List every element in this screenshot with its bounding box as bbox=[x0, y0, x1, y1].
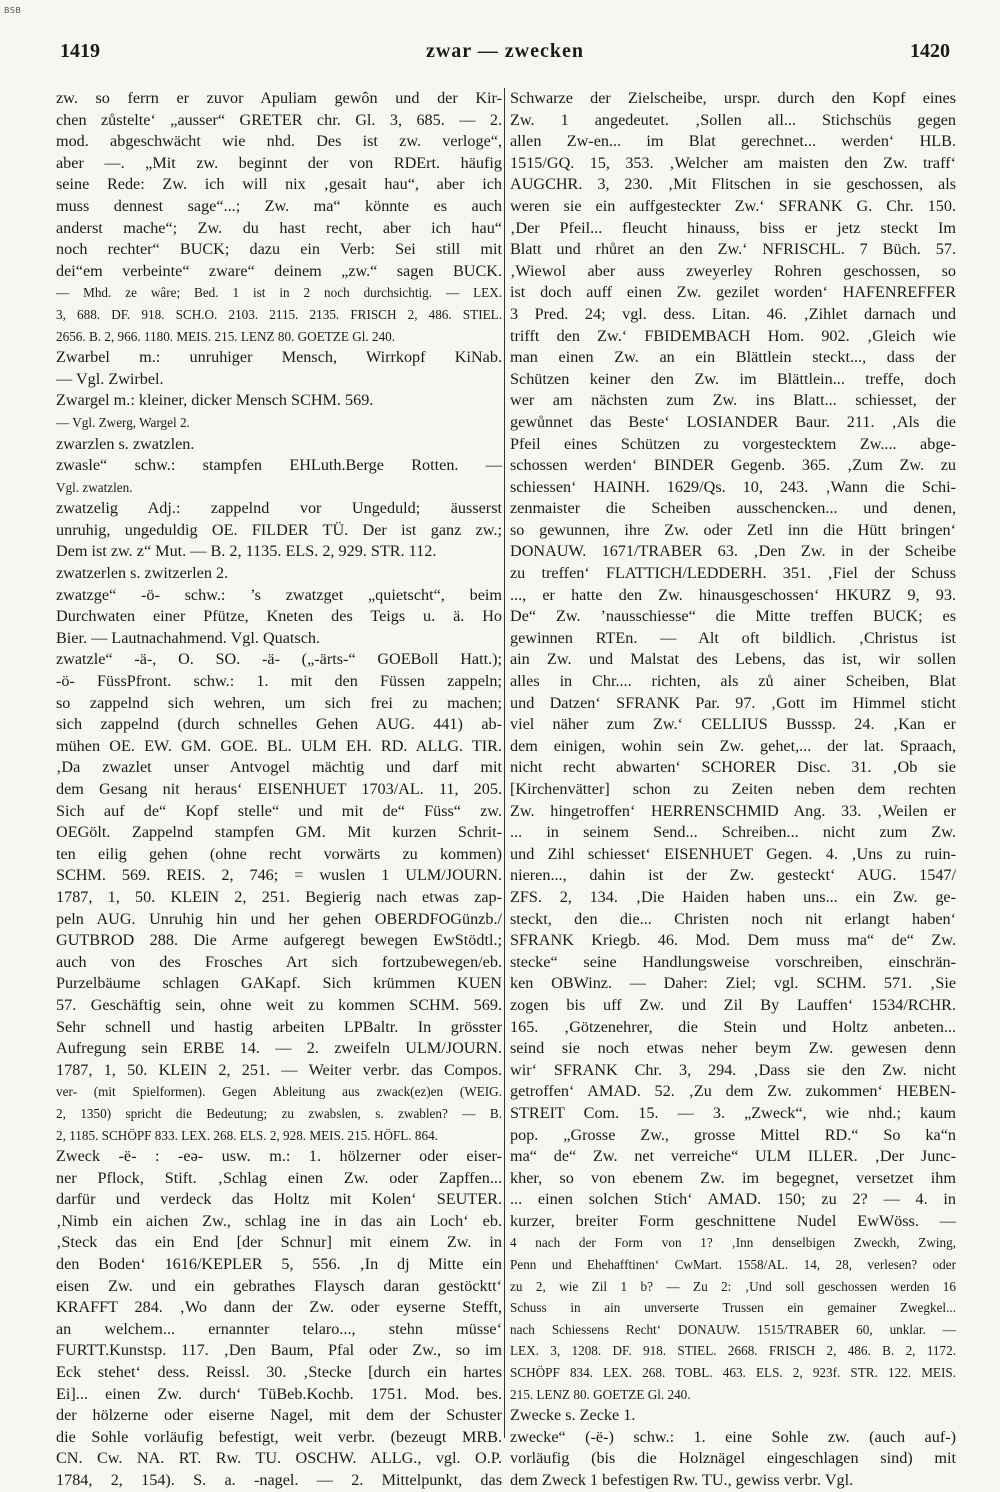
text-line: zwatzerlen s. zwitzerlen 2. bbox=[56, 564, 229, 583]
text-line: ZFS. 2, 134. ‚Die Haiden haben uns... ein Zw. ge- bbox=[510, 887, 956, 906]
left-column bbox=[56, 88, 502, 1489]
text-line: ten eilig gehen (ohne recht vorwärts zu kommen) bbox=[56, 844, 502, 863]
text-line: 2, 1185. SCHÖPF 833. LEX. 268. ELS. 2, 928. MEIS. 215. HÖFL. 864. bbox=[56, 1127, 438, 1143]
text-line: ken OBWinz. — Daher: Ziel; vgl. SCHM. 571. ‚Sie bbox=[510, 974, 956, 993]
text-line: dem einigen, wohin sein Zw. gehet,... der lat. Spraach, bbox=[510, 736, 956, 755]
text-line: der hölzerne oder eiserne Nagel, mit dem der Schuster bbox=[56, 1406, 502, 1425]
text-line: gewinnen RTEn. — Alt oft bildlich. ‚Christus ist bbox=[510, 628, 956, 647]
text-line: Zwecke s. Zecke 1. bbox=[510, 1406, 636, 1425]
text-line: zwasle“ schw.: stampfen EHLuth.Berge Rotten. — bbox=[56, 456, 502, 475]
text-line: schiessen‘ HAINH. 1629/Qs. 10, 243. ‚Wann die Schi- bbox=[510, 477, 956, 496]
text-line: Dem ist zw. z“ Mut. — B. 2, 1135. ELS. 2, 929. STR. 112. bbox=[56, 542, 437, 561]
text-line: aber —. „Mit zw. beginnt der von RDErt. häufig bbox=[56, 153, 502, 172]
text-line: seind sie noch etwas neher beym Zw. gewesen denn bbox=[510, 1039, 956, 1058]
text-line: seine Rede: Zw. ich will nix ‚gesait hau“, aber ich bbox=[56, 175, 502, 194]
text-line: 165. ‚Götzenehrer, die Stein und Holtz anbeten... bbox=[510, 1017, 956, 1036]
text-line: kher, so von ebenem Zw. im begegnet, versetzet ihm bbox=[510, 1168, 956, 1187]
text-line: ner Pflock, Stift. ‚Schlag einen Zw. oder Zapffen... bbox=[56, 1168, 502, 1187]
text-line: nicht recht abwarten‘ SCHORER Disc. 31. ‚Ob sie bbox=[510, 758, 956, 777]
text-line: muss dennest sage“...; Zw. ma“ könnte es auch bbox=[56, 196, 502, 215]
text-line: Sich auf de“ Kopf stelle“ und mit de“ Füss“ zw. bbox=[56, 801, 502, 820]
text-line: stecke“ seine Handlungsweise vorschreiben, einschrän- bbox=[510, 952, 956, 971]
text-line: wer am nächsten zum Zw. ins Blatt... schiesset, der bbox=[510, 391, 956, 410]
text-line: 215. LENZ 80. GOETZE Gl. 240. bbox=[510, 1386, 691, 1402]
text-line: zwecke“ (-ë-) schw.: 1. eine Sohle zw. (auch auf-) bbox=[510, 1427, 956, 1446]
text-line: trifft den Zw.‘ FBIDEMBACH Hom. 902. ‚Gleich wie bbox=[510, 326, 956, 345]
text-line: viel näher zum Zw.‘ CELLIUS Busssp. 24. ‚Kan er bbox=[510, 715, 956, 734]
text-line: zu treffen‘ FLATTICH/LEDDERH. 351. ‚Fiel der Schuss bbox=[510, 564, 956, 583]
text-line: zw. so ferrn er zuvor Apuliam gewôn und der Kir- bbox=[56, 89, 502, 107]
text-line: Bier. — Lautnachahmend. Vgl. Quatsch. bbox=[56, 628, 321, 647]
text-line: man einen Zw. an ein Blättlein steckt..., dass der bbox=[510, 348, 956, 367]
text-line: zogen bis uff Zw. und Zil By Lauffen‘ 1534/RCHR. bbox=[510, 995, 956, 1014]
text-line: Zwargel m.: kleiner, dicker Mensch SCHM. 569. bbox=[56, 391, 374, 410]
text-line: Pfeil eines Schützen zu vorgestecktem Zw.... abge- bbox=[510, 434, 956, 453]
page-number-left: 1419 bbox=[60, 40, 100, 62]
text-line: -ö- FüssPfront. schw.: 1. mit den Füssen zappeln; bbox=[56, 672, 502, 691]
running-headword: zwar — zwecken bbox=[425, 40, 585, 62]
text-line: FURTT.Kunstsp. 117. ‚Den Baum, Pfal oder Zw., so im bbox=[56, 1341, 502, 1360]
text-line: 3, 688. DF. 918. SCH.O. 2103. 2115. 2135. FRISCH 2, 486. STIEL. bbox=[56, 306, 502, 322]
text-line: LEX. 3, 1208. DF. 918. STIEL. 2668. FRISCH 2, 486. B. 2, 1172. bbox=[510, 1343, 956, 1359]
text-line: weren sie ein auffgesteckter Zw.‘ SFRANK G. Chr. 150. bbox=[510, 196, 956, 215]
text-line: ... einen solchen Stich‘ AMAD. 150; zu 2? — 4. in bbox=[510, 1190, 956, 1209]
text-line: gewůnnet das Beste‘ LOSIANDER Baur. 211. ‚Als die bbox=[510, 412, 956, 431]
text-line: ‚Der Pfeil... fleucht hinauss, biss er jetz steckt Im bbox=[510, 218, 956, 237]
text-line: — Vgl. Zwerg, Wargel 2. bbox=[56, 414, 190, 430]
text-line: [Kirchenvätter] schon zu Zeiten neben dem rechten bbox=[510, 780, 956, 798]
text-line: 1515/GQ. 15, 353. ‚Welcher am maisten den Zw. traff‘ bbox=[510, 153, 956, 172]
text-line: 4 nach der Form von 1? ‚Inn denselbigen Zweckh, Zwing, bbox=[510, 1235, 956, 1251]
text-line: Zw. 1 angedeutet. ‚Sollen all... Stichschüs gegen bbox=[510, 110, 956, 129]
text-line: Sehr schnell und hastig arbeiten LPBaltr. In grösster bbox=[56, 1017, 502, 1036]
text-line: die Sohle vorläufig befestigt, weit verbr. (bezeugt MRB. bbox=[56, 1427, 502, 1446]
text-line: 2656. B. 2, 966. 1180. MEIS. 215. LENZ 80. GOETZE Gl. 240. bbox=[56, 328, 396, 344]
text-line: 57. Geschäftig sein, ohne weit zu kommen SCHM. 569. bbox=[56, 995, 502, 1014]
text-line: zwatzge“ -ö- schw.: ’s zwatzget „quietscht“, beim bbox=[56, 585, 502, 604]
text-line: 3 Pred. 24; vgl. dess. Litan. 46. ‚Zihlet darnach und bbox=[510, 304, 956, 323]
text-line: SCHÖPF 834. LEX. 268. TOBL. 463. ELS. 2, 923f. STR. 122. MEIS. bbox=[510, 1365, 956, 1381]
text-line: Durchwaten einer Pfütze, Kneten des Teigs u. ä. Ho bbox=[56, 607, 502, 626]
text-line: SCHM. 569. REIS. 2, 746; = wuslen 1 ULM/JOURN. bbox=[56, 866, 502, 885]
text-line: STREIT Com. 15. — 3. „Zweck“, wie nhd.; kaum bbox=[510, 1103, 956, 1122]
text-line: Zwarbel m.: unruhiger Mensch, Wirrkopf KiNab. bbox=[56, 348, 502, 367]
text-line: 1787, 1, 50. KLEIN 2, 251. Begierig nach etwas zap- bbox=[56, 887, 502, 906]
text-line: nach Schiessens Recht‘ DONAUW. 1515/TRABER 60, unklar. — bbox=[510, 1321, 956, 1337]
page-header bbox=[60, 40, 950, 70]
text-line: Vgl. zwatzlen. bbox=[56, 479, 133, 495]
text-line: Schwarze der Zielscheibe, urspr. durch den Kopf eines bbox=[510, 89, 956, 107]
text-line: dem Zweck 1 befestigen Rw. TU., gewiss verbr. Vgl. bbox=[510, 1471, 854, 1489]
text-line: wir‘ SFRANK Chr. 3, 294. ‚Dass sie den Zw. nicht bbox=[510, 1060, 956, 1079]
column-divider bbox=[504, 88, 505, 1438]
text-line: steckt, den die... Christen noch nit erlangt haben‘ bbox=[510, 909, 956, 928]
text-line: und Zihl schiesset‘ EISENHUET Gegen. 4. ‚Uns zu ruin- bbox=[510, 844, 956, 863]
text-line: ‚Da zwazlet unser Antvogel mächtig und darf mit bbox=[56, 758, 502, 777]
text-line: Eck stehet‘ dess. Reissl. 30. ‚Stecke [durch ein hartes bbox=[56, 1363, 502, 1382]
text-line: — Vgl. Zwirbel. bbox=[56, 369, 164, 388]
text-line: OEGölt. Zappelnd stampfen GM. Mit kurzen Schrit- bbox=[56, 823, 502, 842]
text-line: unruhig, ungeduldig OE. FILDER TÜ. Der ist ganz zw.; bbox=[56, 520, 502, 539]
text-line: Blatt und rhůret an den Zw.‘ NFRISCHL. 7 Büch. 57. bbox=[510, 240, 956, 259]
page-number-right: 1420 bbox=[910, 40, 950, 62]
text-line: CN. Cw. NA. RT. Rw. TU. OSCHW. ALLG., vgl. O.P. bbox=[56, 1449, 502, 1468]
text-line: ain Zw. und Malstat des Lebens, das ist, wir sollen bbox=[510, 650, 956, 669]
text-line: und Datzen‘ SFRANK Par. 97. ‚Gott im Himmel sticht bbox=[510, 693, 956, 712]
text-line: schossen werden‘ BINDER Gegenb. 365. ‚Zum Zw. zu bbox=[510, 456, 956, 475]
text-line: vorläufig (bis die Holznägel eingeschlagen sind) mit bbox=[510, 1449, 956, 1468]
text-line: ma“ de“ Zw. net verreiche“ ULM ILLER. ‚Der Junc- bbox=[510, 1147, 956, 1166]
text-line: so zappelnd sich wehren, um sich frei zu machen; bbox=[56, 693, 502, 712]
text-line: noch rechter“ BUCK; dazu ein Verb: Sei still mit bbox=[56, 240, 502, 259]
text-line: ‚Steck das ein End [der Schnur] mit einem Zw. in bbox=[56, 1233, 502, 1252]
text-line: so gewunnen, ihre Zw. oder Zetl inn die Hütt bringen‘ bbox=[510, 520, 956, 539]
text-line: ... in seinem Send... Schreiben... nicht zum Zw. bbox=[510, 823, 956, 842]
text-line: Purzelbäume schlagen GAKapf. Sich krümmen KUEN bbox=[56, 974, 502, 993]
text-line: De“ Zw. ’nausschiesse“ die Mitte treffen BUCK; es bbox=[510, 607, 956, 626]
text-line: zwatzelig Adj.: zappelnd vor Ungeduld; äusserst bbox=[56, 499, 502, 518]
text-line: Ei]... einen Zw. durch‘ TüBeb.Kochb. 1751. Mod. bes. bbox=[56, 1384, 502, 1403]
text-line: nieren..., dahin ist der Zw. gesteckt‘ AUG. 1547/ bbox=[510, 866, 956, 885]
text-line: ver- (mit Spielformen). Gegen Ableitung aus zwack(ez)en (WEIG. bbox=[56, 1084, 502, 1100]
text-line: darfür und verdeck das Holtz mit Kolen‘ SEUTER. bbox=[56, 1190, 502, 1209]
text-line: zwarzlen s. zwatzlen. bbox=[56, 434, 195, 453]
text-line: dei“em verbeinte“ zware“ deinem „zw.“ sagen BUCK. bbox=[56, 261, 502, 280]
library-stamp: BSB bbox=[4, 6, 22, 15]
text-line: mod. abgeschwächt wie nhd. Des ist zw. verloge“, bbox=[56, 132, 502, 151]
text-line: kurzer, breiter Form geschnittene Nudel EwWöss. — bbox=[510, 1211, 956, 1230]
text-line: ist doch auff einen Zw. gezilet worden‘ HAFENREFFER bbox=[510, 283, 956, 302]
text-line: eisen Zw. und ein gebrathes Flaysch daran gestöcktt‘ bbox=[56, 1276, 502, 1295]
text-line: ‚Wiewol aber auss zweyerley Rohren geschossen, so bbox=[510, 261, 956, 280]
text-line: ‚Nimb ein aichen Zw., schlag ine in das ain Loch‘ eb. bbox=[56, 1211, 502, 1230]
text-line: — Mhd. ze wâre; Bed. 1 ist in 2 noch durchsichtig. — LEX. bbox=[56, 285, 502, 301]
text-line: alles in Chr.... richten, als zů ainer Scheiben, Blat bbox=[510, 672, 956, 691]
text-line: 2, 1350) spricht die Bedeutung; zu zwabslen, s. zwablen? — B. bbox=[56, 1105, 502, 1121]
text-line: den Boden‘ 1616/KEPLER 5, 556. ‚In dj Mitte ein bbox=[56, 1255, 502, 1274]
text-line: Schützen keiner den Zw. im Blättlein... treffe, doch bbox=[510, 369, 956, 388]
text-line: anderst mache“; Zw. du hast recht, aber ich hau“ bbox=[56, 218, 502, 237]
text-line: ..., er hatte den Zw. hinausgeschossen‘ HKURZ 9, 93. bbox=[510, 585, 956, 604]
text-line: 1784, 2, 154). S. a. -nagel. — 2. Mittelpunkt, das bbox=[56, 1471, 502, 1489]
text-line: Schuss in ain unverserte Trussen ein gemainer Zwegkel... bbox=[510, 1300, 956, 1316]
text-line: an welchem... ernannter telaro..., stehn müsse‘ bbox=[56, 1319, 502, 1338]
text-line: KRAFFT 284. ‚Wo dann der Zw. oder eyserne Stefft, bbox=[56, 1298, 502, 1317]
text-line: dem Gesang nit heraus‘ EISENHUET 1703/AL. 11, 205. bbox=[56, 780, 502, 798]
text-line: zwatzle“ -ä-, O. SO. -ä- („-ärts-“ GOEBoll Hatt.); bbox=[56, 650, 502, 669]
text-line: Penn und Ehehafftinen‘ CwMart. 1558/AL. 14, 28, verlesen? oder bbox=[510, 1257, 956, 1273]
text-line: auch von des Frosches Art sich fortzubewegen/eb. bbox=[56, 952, 502, 971]
text-line: Zw. hingetroffen‘ HERRENSCHMID Ang. 33. ‚Weilen er bbox=[510, 801, 956, 820]
text-line: Zweck -ë- : -eə- usw. m.: 1. hölzerner oder eiser- bbox=[56, 1147, 502, 1166]
text-line: GUTBROD 288. Die Arme aufgeregt bewegen EwStödtl.; bbox=[56, 931, 502, 950]
text-line: DONAUW. 1671/TRABER 63. ‚Den Zw. in der Scheibe bbox=[510, 542, 956, 561]
text-line: sich zappelnd (durch schnelles Gehen AUG. 441) ab- bbox=[56, 715, 502, 734]
text-line: pop. „Grosse Zw., grosse Mittel RD.“ So ka“n bbox=[510, 1125, 956, 1144]
right-column bbox=[510, 88, 956, 1489]
text-line: Aufregung sein ERBE 14. — 2. zweifeln ULM/JOURN. bbox=[56, 1039, 502, 1058]
text-line: SFRANK Kriegb. 46. Mod. Dem muss ma“ de“ Zw. bbox=[510, 931, 956, 950]
text-line: chen zůstelte‘ „ausser“ GRETER chr. Gl. 3, 685. — 2. bbox=[56, 110, 502, 129]
text-line: mühen OE. EW. GM. GOE. BL. ULM EH. RD. ALLG. TIR. bbox=[56, 736, 502, 755]
text-line: peln AUG. Unruhig hin und her gehen OBERDFOGünzb./ bbox=[56, 909, 502, 928]
text-line: zu 2, wie Zil 1 b? — Zu 2: ‚Und soll geschossen werden 16 bbox=[510, 1278, 956, 1294]
text-line: AUGCHR. 3, 230. ‚Mit Flitschen in sie geschossen, als bbox=[510, 175, 956, 194]
text-line: 1787, 1, 50. KLEIN 2, 251. — Weiter verbr. das Compos. bbox=[56, 1060, 502, 1079]
text-line: zenmaister die Scheiben ausschencken... und denen, bbox=[510, 499, 956, 518]
text-line: allen Zw-en... im Blat gerechnet... werden‘ HLB. bbox=[510, 132, 956, 151]
text-line: getroffen‘ AMAD. 52. ‚Zu dem Zw. zukommen‘ HEBEN- bbox=[510, 1082, 956, 1101]
